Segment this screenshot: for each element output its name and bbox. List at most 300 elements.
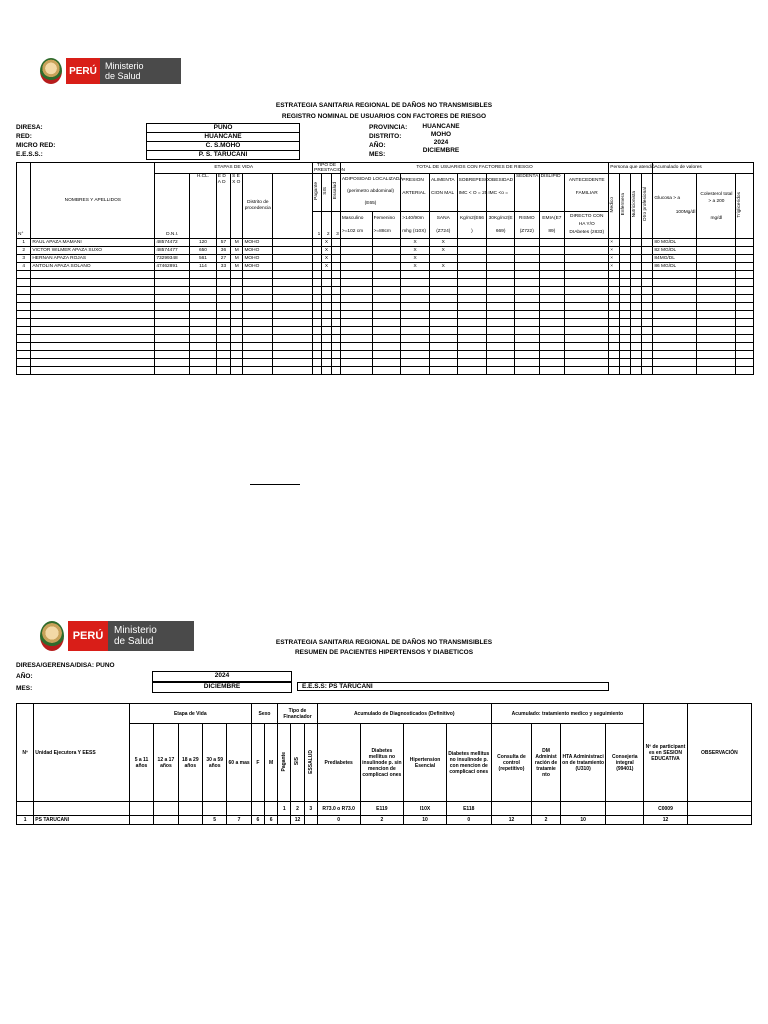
table-cell — [372, 351, 401, 359]
masculino-cell — [340, 212, 372, 239]
cell-sexo: M — [234, 239, 239, 245]
table-row — [17, 343, 754, 351]
red-label: RED: — [16, 133, 32, 140]
report1-right-values — [405, 123, 477, 155]
ob-value: 30Kg/m2(E — [488, 216, 513, 221]
report1-rows — [17, 239, 754, 375]
table-cell — [565, 311, 609, 319]
table-cell — [331, 239, 340, 247]
r2-consejeria-header — [606, 724, 644, 802]
table-cell — [539, 239, 565, 247]
cell-medico: × — [610, 247, 614, 253]
r2-c3-label: 3 — [309, 805, 313, 812]
r2-hta-admin-label: HTA Administraci on de tratamiento (U310) — [562, 753, 605, 772]
cell-sis: X — [324, 247, 329, 253]
table-cell — [216, 351, 230, 359]
table-cell — [609, 287, 619, 295]
table-cell — [273, 263, 313, 271]
table-cell — [609, 327, 619, 335]
ant-cell — [565, 212, 609, 239]
table-cell — [514, 247, 539, 255]
glucosa-label: Glucosa > a — [654, 196, 681, 201]
table-cell — [487, 303, 515, 311]
table-row — [17, 247, 754, 255]
cell-medico: × — [610, 263, 614, 269]
r2-row-prediabetes: 0 — [337, 817, 341, 823]
table-cell — [372, 247, 401, 255]
table-cell — [642, 359, 653, 367]
table-cell — [273, 311, 313, 319]
distrito-label: DISTRITO: — [369, 133, 402, 140]
r2-code-cell — [606, 802, 644, 816]
table-cell — [31, 327, 155, 335]
report1-table — [16, 162, 754, 375]
table-cell — [642, 255, 653, 263]
nutricionista-label: Nutricionista — [631, 191, 637, 218]
r2-cell — [606, 816, 644, 825]
table-cell — [736, 335, 754, 343]
table-cell — [190, 367, 217, 375]
table-row — [17, 311, 754, 319]
table-cell — [31, 303, 155, 311]
cell-glucosa: 80 MG/DL — [654, 239, 677, 245]
table-cell — [322, 303, 331, 311]
r2-f-label: F — [256, 759, 260, 766]
total-usuarios-header — [340, 163, 608, 174]
cell-n: 3 — [22, 255, 25, 261]
table-cell — [642, 319, 653, 327]
table-cell — [231, 343, 243, 351]
r2-dm-admin-label: DM Administ ración de tratamie nto — [534, 747, 558, 778]
table-cell — [539, 367, 565, 375]
table-row — [17, 263, 754, 271]
table-cell — [565, 343, 609, 351]
table-cell — [17, 239, 31, 247]
table-cell — [429, 343, 457, 351]
table-row — [17, 239, 754, 247]
cell-distrito: MOHO — [244, 263, 260, 269]
r2-cell — [532, 816, 560, 825]
table-cell — [539, 311, 565, 319]
table-cell — [17, 279, 31, 287]
cell-edad: 33 — [220, 263, 227, 269]
blank-header — [273, 174, 313, 239]
table-cell — [313, 287, 322, 295]
table-cell — [609, 295, 619, 303]
table-cell — [372, 311, 401, 319]
table-cell — [322, 359, 331, 367]
table-cell — [216, 247, 230, 255]
table-cell — [653, 279, 697, 287]
table-cell — [401, 351, 430, 359]
n-label: N° — [18, 232, 24, 237]
table-cell — [31, 263, 155, 271]
r2-e2-label: 12 a 17 años — [157, 756, 175, 769]
table-cell — [331, 335, 340, 343]
table-cell — [653, 287, 697, 295]
table-cell — [565, 359, 609, 367]
table-cell — [243, 255, 273, 263]
table-cell — [653, 359, 697, 367]
table-cell — [429, 319, 457, 327]
table-cell — [340, 279, 372, 287]
r2-sis-header — [291, 724, 304, 802]
table-cell — [642, 247, 653, 255]
table-cell — [155, 239, 190, 247]
anio2-label: AÑO: — [16, 673, 33, 680]
r2-e3-header — [178, 724, 202, 802]
r2-acum-diag-label: Acumulado de Diagnosticados (Definitivo) — [353, 710, 455, 717]
table-cell — [565, 295, 609, 303]
table-cell — [630, 247, 641, 255]
table-cell — [619, 255, 630, 263]
table-cell — [190, 295, 217, 303]
table-cell — [697, 359, 736, 367]
table-cell — [190, 271, 217, 279]
r2-essalud-label: ESSALUD — [307, 749, 314, 774]
table-cell — [457, 319, 487, 327]
table-cell — [697, 311, 736, 319]
r2-hta-admin-header — [560, 724, 606, 802]
table-cell — [736, 319, 754, 327]
provincia-value: HUANCANE — [422, 123, 460, 130]
table-cell — [322, 247, 331, 255]
table-cell — [539, 303, 565, 311]
r2-cell — [17, 816, 34, 825]
r2-acum-trat-header — [491, 704, 643, 724]
table-cell — [642, 263, 653, 271]
table-cell — [457, 263, 487, 271]
microred-value: C. S.MOHO — [146, 142, 300, 151]
table-cell — [322, 287, 331, 295]
table-cell — [31, 367, 155, 375]
table-cell — [487, 327, 515, 335]
cell-glucosa: 82 MG/DL — [654, 247, 677, 253]
table-cell — [331, 255, 340, 263]
r2-code-cell — [317, 802, 360, 816]
r2-tipo-fin-label: Tipo de Financiador — [283, 707, 312, 720]
table-cell — [609, 319, 619, 327]
tp3-label: 3 — [336, 232, 339, 237]
r2-essalud-header — [304, 724, 317, 802]
table-cell — [331, 303, 340, 311]
r2-e1-label: 5 a 11 años — [134, 756, 149, 769]
mes-label: MES: — [369, 151, 386, 158]
table-cell — [322, 239, 331, 247]
table-cell — [243, 359, 273, 367]
r2-consejeria-label: Consejeria integral (99401) — [612, 753, 638, 772]
table-cell — [539, 295, 565, 303]
table-cell — [487, 367, 515, 375]
table-cell — [322, 335, 331, 343]
table-cell — [372, 295, 401, 303]
r2-code-e118: E118 — [463, 805, 475, 812]
table-row — [17, 367, 754, 375]
table-cell — [539, 255, 565, 263]
sobrepeso-label2: IMC < O = 25 — [458, 191, 488, 196]
report1-left-labels — [16, 123, 55, 159]
table-cell — [372, 359, 401, 367]
dislipidemia-label: DISLIPID — [540, 174, 561, 179]
table-cell — [216, 359, 230, 367]
table-cell — [322, 327, 331, 335]
r2-e4-header — [202, 724, 226, 802]
eess-value: P. S. TARUCANI — [146, 151, 300, 160]
table-cell — [273, 367, 313, 375]
table-cell — [736, 367, 754, 375]
table-cell — [401, 271, 430, 279]
cell-glucosa: 84MG/DL — [654, 255, 675, 261]
cell-alim: X — [413, 255, 417, 261]
r2-cell — [404, 816, 447, 825]
table-cell — [231, 295, 243, 303]
minsa-logo — [40, 58, 181, 84]
r2-code-cell — [154, 802, 178, 816]
table-cell — [697, 327, 736, 335]
table-cell — [736, 239, 754, 247]
table-cell — [457, 311, 487, 319]
table-cell — [630, 271, 641, 279]
table-cell — [190, 335, 217, 343]
cell-dni: 48574477 — [156, 247, 178, 253]
table-cell — [429, 263, 457, 271]
table-cell — [565, 279, 609, 287]
table-cell — [243, 367, 273, 375]
cell-edad: 57 — [220, 239, 227, 245]
table-cell — [372, 255, 401, 263]
r2-cell — [644, 816, 688, 825]
table-cell — [190, 319, 217, 327]
tp3-cell — [331, 212, 340, 239]
perimetro-label: (perimetro abdominal) — [347, 189, 394, 194]
presion-header — [401, 174, 430, 212]
cell-medico: × — [610, 255, 614, 261]
table-cell — [642, 311, 653, 319]
table-cell — [231, 263, 243, 271]
table-cell — [216, 287, 230, 295]
table-cell — [340, 247, 372, 255]
table-cell — [322, 255, 331, 263]
table-cell — [697, 255, 736, 263]
table-cell — [331, 263, 340, 271]
table-cell — [487, 295, 515, 303]
table-cell — [565, 303, 609, 311]
table-cell — [273, 359, 313, 367]
table-cell — [190, 359, 217, 367]
r2-code-cell — [291, 802, 304, 816]
table-cell — [619, 239, 630, 247]
cell-sis: X — [324, 255, 329, 261]
table-cell — [401, 343, 430, 351]
ministerio-line1: Ministerio — [105, 61, 144, 71]
essalud-label: Essalud — [332, 182, 338, 200]
table-cell — [273, 335, 313, 343]
table-cell — [457, 279, 487, 287]
alimentacion-label: ALIMENTA — [430, 178, 455, 183]
r2-consulta-label: Consulta de control (repetitivo) — [497, 753, 526, 772]
r2-code-i10: I10X — [419, 805, 431, 812]
cell-edad: 27 — [220, 255, 227, 261]
table-cell — [653, 263, 697, 271]
table-cell — [630, 239, 641, 247]
colesterol-label2: mg/dl — [710, 215, 723, 221]
table-cell — [273, 279, 313, 287]
antecedente-label: ANTECEDENTE — [568, 178, 605, 183]
table-cell — [340, 263, 372, 271]
cell-name: ANTOLIN APAZA SOLANO — [32, 263, 91, 269]
r2-n-label: Nº — [22, 749, 28, 756]
table-cell — [313, 351, 322, 359]
r2-code-cell — [491, 802, 532, 816]
report2-title1: ESTRATEGIA SANITARIA REGIONAL DE DAÑOS NO TRANSMISIBLES — [275, 639, 493, 646]
table-cell — [653, 271, 697, 279]
table-cell — [331, 367, 340, 375]
etapas-label: ETAPAS DE VIDA — [214, 165, 254, 170]
r2-cell — [154, 816, 178, 825]
table-cell — [155, 287, 190, 295]
table-cell — [401, 327, 430, 335]
table-cell — [31, 239, 155, 247]
r2-code-cell — [17, 802, 34, 816]
cell-sis: X — [324, 263, 329, 269]
report1-title1: ESTRATEGIA SANITARIA REGIONAL DE DAÑOS NO TRANSMISIBLES — [275, 102, 493, 109]
table-cell — [457, 287, 487, 295]
table-cell — [155, 351, 190, 359]
table-cell — [736, 271, 754, 279]
table-cell — [155, 327, 190, 335]
r2-row-participantes: 12 — [662, 817, 669, 823]
table-cell — [429, 327, 457, 335]
r2-code-pre: R73.0 o R73.0 — [322, 805, 355, 812]
table-cell — [736, 343, 754, 351]
table-cell — [457, 239, 487, 247]
table-cell — [372, 279, 401, 287]
table-cell — [619, 335, 630, 343]
table-cell — [457, 359, 487, 367]
table-cell — [401, 279, 430, 287]
r2-e2-header — [154, 724, 178, 802]
cell-sexo: M — [234, 247, 239, 253]
table-row — [17, 359, 754, 367]
anio-label: AÑO: — [369, 142, 386, 149]
table-cell — [697, 303, 736, 311]
table-cell — [619, 327, 630, 335]
table-cell — [609, 335, 619, 343]
table-cell — [457, 351, 487, 359]
cell-alim: X — [413, 247, 417, 253]
table-cell — [155, 271, 190, 279]
r2-cell — [129, 816, 153, 825]
table-cell — [457, 295, 487, 303]
r2-cell — [278, 816, 291, 825]
table-cell — [401, 367, 430, 375]
r2-c1-label: 1 — [282, 805, 286, 812]
table-cell — [609, 247, 619, 255]
table-cell — [697, 271, 736, 279]
r2-code-cell — [278, 802, 291, 816]
table-cell — [736, 359, 754, 367]
table-cell — [642, 271, 653, 279]
table-cell — [565, 319, 609, 327]
pagante-header — [313, 174, 322, 212]
table-cell — [539, 343, 565, 351]
table-cell — [539, 359, 565, 367]
r2-e5-header — [227, 724, 251, 802]
table-cell — [487, 287, 515, 295]
table-cell — [514, 351, 539, 359]
ant-value2: HA Y/O — [578, 222, 595, 227]
table-cell — [514, 359, 539, 367]
table-cell — [457, 247, 487, 255]
table-cell — [190, 287, 217, 295]
table-cell — [514, 295, 539, 303]
acumulado-label: Acumulado de valores — [654, 165, 702, 170]
table-cell — [487, 311, 515, 319]
r2-row-f: 6 — [256, 817, 260, 823]
arterial-label: ARTERIAL — [402, 191, 426, 196]
table-row — [17, 327, 754, 335]
adiposidad-header — [340, 174, 403, 212]
table-cell — [273, 327, 313, 335]
table-cell — [653, 239, 697, 247]
r2-sis-label: SIS — [294, 757, 301, 766]
red-value: HUANCANE — [146, 133, 300, 142]
table-cell — [401, 303, 430, 311]
cell-alim: X — [413, 263, 417, 269]
table-cell — [190, 255, 217, 263]
table-cell — [372, 367, 401, 375]
table-row — [17, 351, 754, 359]
r2-unidad-label: Unidad Ejecutora Y EESS — [35, 749, 96, 756]
r2-row-sis: 12 — [294, 817, 301, 823]
table-cell — [609, 271, 619, 279]
table-cell — [322, 319, 331, 327]
table-cell — [331, 271, 340, 279]
r2-m-label: M — [268, 759, 274, 766]
r2-cell — [360, 816, 404, 825]
tipo-prestacion-label: TIPO DE PRESTACION — [314, 163, 345, 173]
table-cell — [243, 335, 273, 343]
table-cell — [155, 279, 190, 287]
table-cell — [313, 295, 322, 303]
tp2-cell — [322, 212, 331, 239]
table-cell — [340, 303, 372, 311]
table-cell — [539, 335, 565, 343]
table-cell — [313, 263, 322, 271]
masculino-label: Masculino — [341, 216, 364, 221]
sed-cell — [514, 212, 539, 239]
table-cell — [429, 295, 457, 303]
table-cell — [642, 295, 653, 303]
r2-code-cell — [532, 802, 560, 816]
table-row — [17, 319, 754, 327]
essalud-header — [331, 174, 340, 212]
table-cell — [457, 327, 487, 335]
sed-code: (Z722) — [519, 229, 534, 234]
r2-dm-admin-header — [532, 724, 560, 802]
table-cell — [331, 311, 340, 319]
table-cell — [155, 335, 190, 343]
table-cell — [630, 303, 641, 311]
cell-dni: 48574472 — [156, 239, 178, 245]
distrito-value: MOHO — [430, 131, 452, 138]
table-cell — [653, 351, 697, 359]
table-cell — [31, 295, 155, 303]
table-cell — [231, 255, 243, 263]
table-cell — [155, 319, 190, 327]
table-cell — [17, 247, 31, 255]
table-cell — [514, 343, 539, 351]
